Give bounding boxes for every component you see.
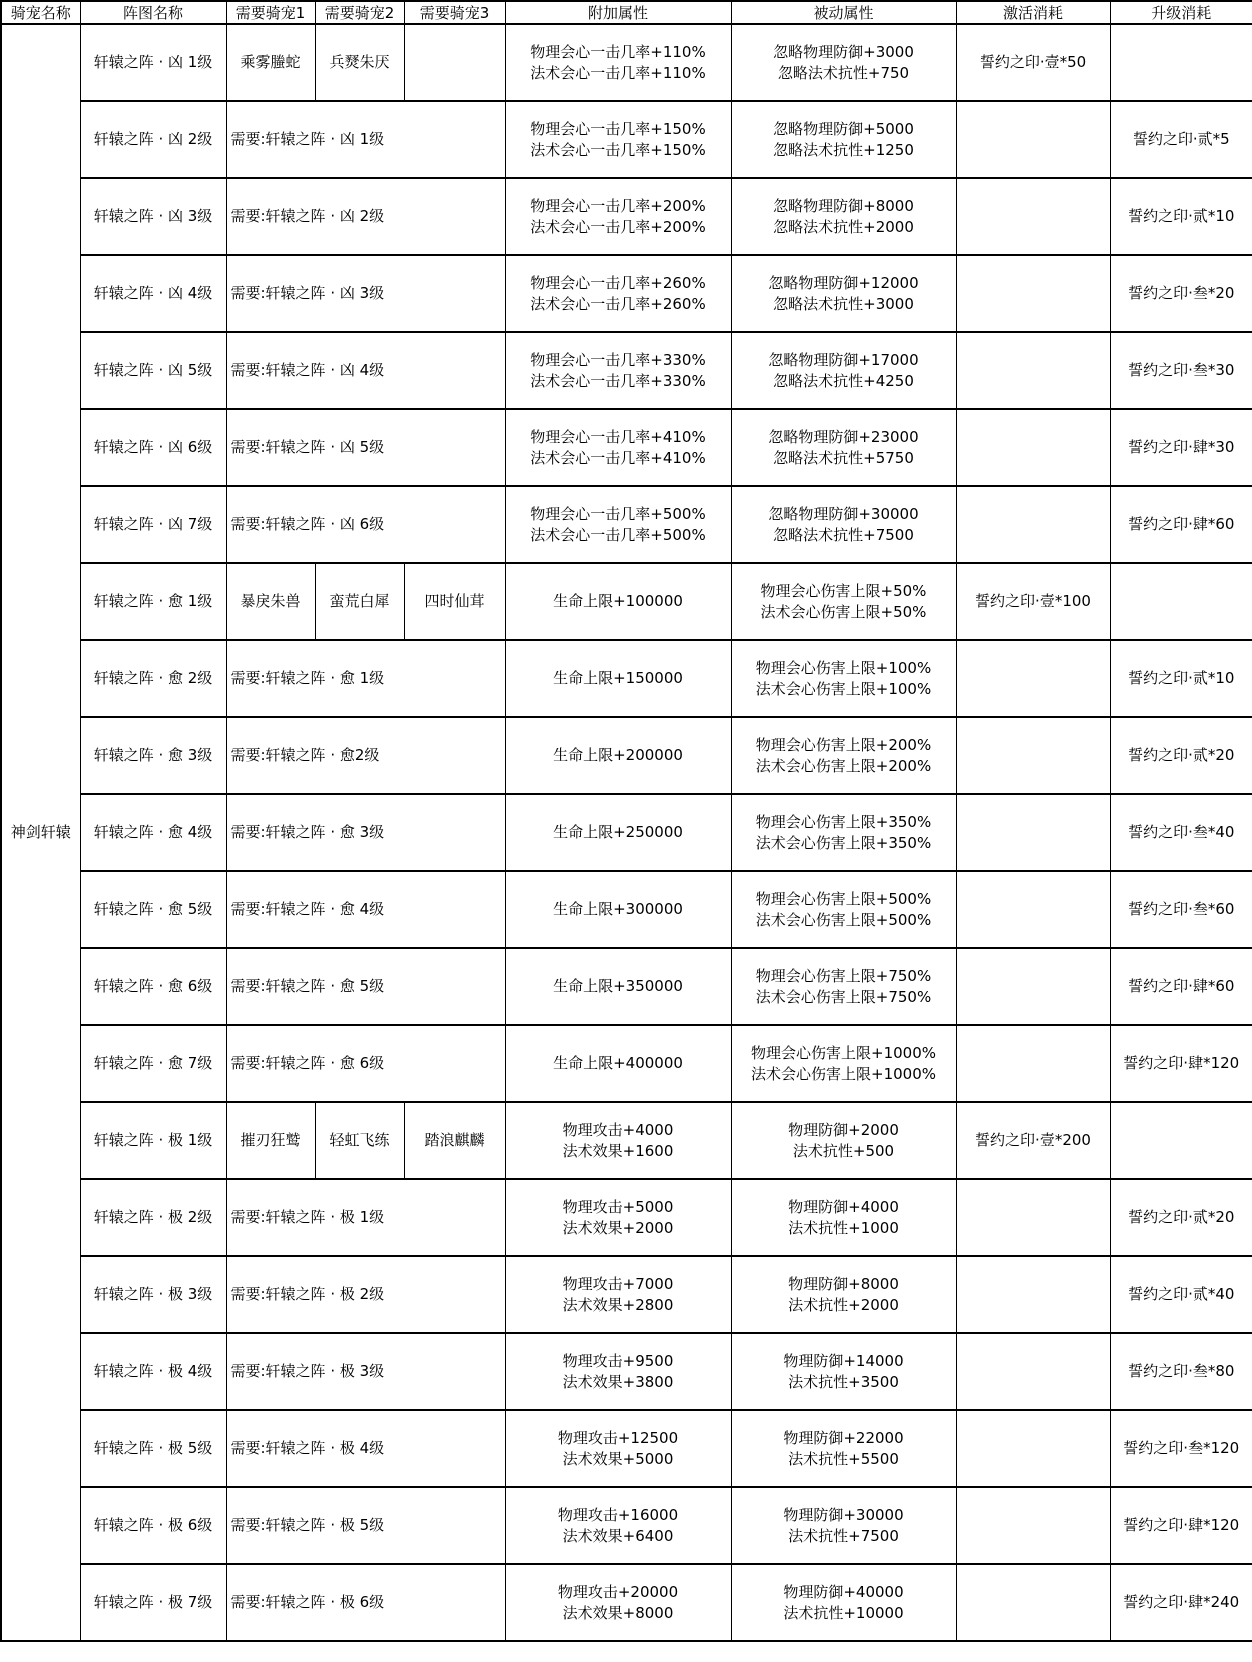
activation-cost <box>956 101 1110 178</box>
passive-attributes-line: 忽略物理防御+12000 <box>768 273 919 292</box>
formation-name: 轩辕之阵 · 极 3级 <box>80 1256 226 1333</box>
activation-cost <box>956 640 1110 717</box>
upgrade-cost <box>1110 24 1252 101</box>
upgrade-cost: 誓约之印·肆*30 <box>1110 409 1252 486</box>
table-row <box>1 1564 1252 1641</box>
bonus-attributes <box>505 1564 731 1641</box>
table-row <box>1 1025 1252 1102</box>
bonus-attributes-line: 物理会心一击几率+150% <box>530 119 706 138</box>
bonus-attributes-line: 物理会心一击几率+260% <box>530 273 706 292</box>
bonus-attributes-line: 生命上限+400000 <box>553 1054 683 1072</box>
passive-attributes-line: 物理会心伤害上限+500% <box>755 889 932 908</box>
table-row <box>1 255 1252 332</box>
passive-attributes-line: 忽略物理防御+8000 <box>773 196 914 215</box>
passive-attributes-line: 物理会心伤害上限+750% <box>755 966 932 985</box>
passive-attributes-line: 忽略物理防御+23000 <box>768 427 919 446</box>
upgrade-cost: 誓约之印·贰*10 <box>1110 178 1252 255</box>
required-formation: 需要:轩辕之阵 · 极 2级 <box>226 1256 505 1333</box>
bonus-attributes <box>505 255 731 332</box>
required-pet-2: 轻虹飞练 <box>315 1102 404 1179</box>
required-formation: 需要:轩辕之阵 · 凶 4级 <box>226 332 505 409</box>
upgrade-cost: 誓约之印·肆*60 <box>1110 948 1252 1025</box>
passive-attributes <box>731 1179 956 1256</box>
bonus-attributes-line: 法术效果+1600 <box>562 1141 674 1160</box>
bonus-attributes-line: 法术效果+2000 <box>562 1218 674 1237</box>
passive-attributes <box>731 486 956 563</box>
table-row <box>1 409 1252 486</box>
upgrade-cost: 誓约之印·肆*120 <box>1110 1487 1252 1564</box>
required-formation: 需要:轩辕之阵 · 极 6级 <box>226 1564 505 1641</box>
passive-attributes-line: 法术抗性+7500 <box>788 1526 899 1545</box>
passive-attributes-line: 忽略物理防御+30000 <box>768 504 919 523</box>
activation-cost <box>956 794 1110 871</box>
required-pet-1: 暴戾朱兽 <box>226 563 315 640</box>
header-passive-attributes: 被动属性 <box>731 1 956 24</box>
activation-cost <box>956 1256 1110 1333</box>
passive-attributes-line: 法术抗性+1000 <box>788 1218 899 1237</box>
activation-cost <box>956 178 1110 255</box>
bonus-attributes <box>505 640 731 717</box>
bonus-attributes <box>505 178 731 255</box>
bonus-attributes <box>505 1179 731 1256</box>
passive-attributes-line: 忽略法术抗性+2000 <box>773 217 914 236</box>
passive-attributes-line: 忽略法术抗性+3000 <box>773 294 914 313</box>
bonus-attributes <box>505 409 731 486</box>
required-formation: 需要:轩辕之阵 · 愈 4级 <box>226 871 505 948</box>
required-pet-1: 摧刃狂鹫 <box>226 1102 315 1179</box>
bonus-attributes-line: 法术会心一击几率+200% <box>530 217 706 236</box>
activation-cost <box>956 948 1110 1025</box>
formation-name: 轩辕之阵 · 愈 3级 <box>80 717 226 794</box>
passive-attributes <box>731 178 956 255</box>
passive-attributes <box>731 101 956 178</box>
formation-name: 轩辕之阵 · 愈 1级 <box>80 563 226 640</box>
required-pet-2: 蛮荒白犀 <box>315 563 404 640</box>
upgrade-cost: 誓约之印·叁*60 <box>1110 871 1252 948</box>
required-formation: 需要:轩辕之阵 · 愈 1级 <box>226 640 505 717</box>
header-upgrade-cost: 升级消耗 <box>1110 1 1252 24</box>
bonus-attributes-line: 物理攻击+20000 <box>557 1582 679 1601</box>
bonus-attributes-line: 法术效果+5000 <box>562 1449 674 1468</box>
passive-attributes <box>731 871 956 948</box>
formation-name: 轩辕之阵 · 凶 1级 <box>80 24 226 101</box>
passive-attributes <box>731 1410 956 1487</box>
formation-name: 轩辕之阵 · 愈 5级 <box>80 871 226 948</box>
required-pet-3: 四时仙茸 <box>404 563 505 640</box>
table-row <box>1 717 1252 794</box>
bonus-attributes <box>505 1025 731 1102</box>
activation-cost: 誓约之印·壹*100 <box>956 563 1110 640</box>
passive-attributes-line: 物理防御+40000 <box>783 1582 904 1601</box>
passive-attributes-line: 忽略法术抗性+750 <box>777 63 910 82</box>
bonus-attributes-line: 物理攻击+7000 <box>562 1274 674 1293</box>
required-pet-2: 兵燹朱厌 <box>315 24 404 101</box>
activation-cost <box>956 486 1110 563</box>
upgrade-cost: 誓约之印·肆*240 <box>1110 1564 1252 1641</box>
bonus-attributes-line: 法术效果+2800 <box>562 1295 674 1314</box>
passive-attributes <box>731 948 956 1025</box>
bonus-attributes-line: 法术效果+8000 <box>562 1603 674 1622</box>
passive-attributes-line: 法术会心伤害上限+200% <box>755 756 932 775</box>
upgrade-cost: 誓约之印·贰*10 <box>1110 640 1252 717</box>
activation-cost <box>956 332 1110 409</box>
passive-attributes-line: 物理防御+14000 <box>783 1351 904 1370</box>
upgrade-cost <box>1110 1102 1252 1179</box>
activation-cost <box>956 717 1110 794</box>
bonus-attributes-line: 法术会心一击几率+500% <box>530 525 706 544</box>
passive-attributes-line: 忽略物理防御+5000 <box>773 119 914 138</box>
passive-attributes-line: 法术会心伤害上限+1000% <box>751 1064 936 1083</box>
bonus-attributes <box>505 794 731 871</box>
formation-name: 轩辕之阵 · 极 2级 <box>80 1179 226 1256</box>
passive-attributes-line: 法术会心伤害上限+750% <box>755 987 932 1006</box>
header-required-pet-2: 需要骑宠2 <box>315 1 404 24</box>
passive-attributes <box>731 717 956 794</box>
passive-attributes-line: 物理防御+2000 <box>788 1120 899 1139</box>
required-formation: 需要:轩辕之阵 · 极 4级 <box>226 1410 505 1487</box>
activation-cost <box>956 1564 1110 1641</box>
passive-attributes-line: 忽略物理防御+3000 <box>773 42 914 61</box>
formation-name: 轩辕之阵 · 极 6级 <box>80 1487 226 1564</box>
upgrade-cost: 誓约之印·叁*80 <box>1110 1333 1252 1410</box>
passive-attributes-line: 法术会心伤害上限+50% <box>760 602 927 621</box>
passive-attributes-line: 忽略法术抗性+1250 <box>773 140 914 159</box>
required-formation: 需要:轩辕之阵 · 愈 6级 <box>226 1025 505 1102</box>
bonus-attributes-line: 法术效果+6400 <box>562 1526 674 1545</box>
required-formation: 需要:轩辕之阵 · 凶 6级 <box>226 486 505 563</box>
passive-attributes-line: 法术抗性+10000 <box>783 1603 904 1622</box>
activation-cost: 誓约之印·壹*50 <box>956 24 1110 101</box>
header-activation-cost: 激活消耗 <box>956 1 1110 24</box>
bonus-attributes-line: 物理会心一击几率+500% <box>530 504 706 523</box>
activation-cost <box>956 1025 1110 1102</box>
passive-attributes <box>731 409 956 486</box>
upgrade-cost: 誓约之印·叁*20 <box>1110 255 1252 332</box>
required-formation: 需要:轩辕之阵 · 极 3级 <box>226 1333 505 1410</box>
formation-name: 轩辕之阵 · 极 4级 <box>80 1333 226 1410</box>
passive-attributes-line: 物理会心伤害上限+1000% <box>751 1043 936 1062</box>
upgrade-cost: 誓约之印·叁*120 <box>1110 1410 1252 1487</box>
passive-attributes-line: 物理会心伤害上限+100% <box>755 658 932 677</box>
bonus-attributes <box>505 332 731 409</box>
upgrade-cost: 誓约之印·贰*20 <box>1110 717 1252 794</box>
bonus-attributes-line: 生命上限+250000 <box>553 823 683 841</box>
passive-attributes-line: 法术会心伤害上限+350% <box>755 833 932 852</box>
upgrade-cost: 誓约之印·贰*40 <box>1110 1256 1252 1333</box>
activation-cost <box>956 409 1110 486</box>
bonus-attributes <box>505 101 731 178</box>
activation-cost: 誓约之印·壹*200 <box>956 1102 1110 1179</box>
bonus-attributes-line: 生命上限+300000 <box>553 900 683 918</box>
passive-attributes-line: 忽略法术抗性+7500 <box>773 525 914 544</box>
formation-name: 轩辕之阵 · 极 7级 <box>80 1564 226 1641</box>
passive-attributes-line: 物理防御+4000 <box>788 1197 899 1216</box>
passive-attributes <box>731 563 956 640</box>
passive-attributes-line: 物理会心伤害上限+350% <box>755 812 932 831</box>
passive-attributes-line: 物理防御+8000 <box>788 1274 899 1293</box>
required-formation: 需要:轩辕之阵 · 凶 5级 <box>226 409 505 486</box>
mount-name-cell: 神剑轩辕 <box>1 24 80 1641</box>
passive-attributes-line: 物理防御+22000 <box>783 1428 904 1447</box>
bonus-attributes <box>505 1256 731 1333</box>
passive-attributes-line: 法术会心伤害上限+500% <box>755 910 932 929</box>
passive-attributes-line: 忽略物理防御+17000 <box>768 350 919 369</box>
formation-name: 轩辕之阵 · 极 5级 <box>80 1410 226 1487</box>
formation-name: 轩辕之阵 · 凶 7级 <box>80 486 226 563</box>
activation-cost <box>956 255 1110 332</box>
bonus-attributes-line: 物理会心一击几率+200% <box>530 196 706 215</box>
table-row <box>1 794 1252 871</box>
bonus-attributes-line: 法术会心一击几率+330% <box>530 371 706 390</box>
passive-attributes <box>731 1025 956 1102</box>
table-row <box>1 1256 1252 1333</box>
header-required-pet-3: 需要骑宠3 <box>404 1 505 24</box>
bonus-attributes-line: 物理会心一击几率+330% <box>530 350 706 369</box>
bonus-attributes-line: 物理攻击+5000 <box>562 1197 674 1216</box>
required-pet-1: 乘雾螣蛇 <box>226 24 315 101</box>
bonus-attributes <box>505 563 731 640</box>
upgrade-cost: 誓约之印·叁*40 <box>1110 794 1252 871</box>
upgrade-cost: 誓约之印·叁*30 <box>1110 332 1252 409</box>
bonus-attributes-line: 物理会心一击几率+410% <box>530 427 706 446</box>
bonus-attributes <box>505 871 731 948</box>
passive-attributes <box>731 1256 956 1333</box>
formation-name: 轩辕之阵 · 极 1级 <box>80 1102 226 1179</box>
table-row <box>1 332 1252 409</box>
upgrade-cost: 誓约之印·贰*5 <box>1110 101 1252 178</box>
passive-attributes-line: 法术抗性+3500 <box>788 1372 899 1391</box>
bonus-attributes <box>505 486 731 563</box>
passive-attributes-line: 物理防御+30000 <box>783 1505 904 1524</box>
required-formation: 需要:轩辕之阵 · 凶 2级 <box>226 178 505 255</box>
passive-attributes-line: 法术抗性+2000 <box>788 1295 899 1314</box>
bonus-attributes-line: 生命上限+100000 <box>553 592 683 610</box>
upgrade-cost: 誓约之印·肆*120 <box>1110 1025 1252 1102</box>
table-row <box>1 871 1252 948</box>
passive-attributes <box>731 24 956 101</box>
bonus-attributes-line: 法术会心一击几率+410% <box>530 448 706 467</box>
table-row <box>1 24 1252 101</box>
bonus-attributes-line: 物理攻击+9500 <box>562 1351 674 1370</box>
bonus-attributes-line: 物理攻击+12500 <box>557 1428 679 1447</box>
table-body <box>1 24 1252 1641</box>
passive-attributes <box>731 255 956 332</box>
passive-attributes <box>731 1564 956 1641</box>
required-formation: 需要:轩辕之阵 · 愈 5级 <box>226 948 505 1025</box>
header-formation-name: 阵图名称 <box>80 1 226 24</box>
bonus-attributes-line: 法术会心一击几率+150% <box>530 140 706 159</box>
passive-attributes <box>731 794 956 871</box>
formation-name: 轩辕之阵 · 凶 4级 <box>80 255 226 332</box>
header-row <box>1 1 1252 24</box>
activation-cost <box>956 1179 1110 1256</box>
table-row <box>1 1410 1252 1487</box>
formation-name: 轩辕之阵 · 凶 2级 <box>80 101 226 178</box>
required-pet-3: 踏浪麒麟 <box>404 1102 505 1179</box>
required-formation: 需要:轩辕之阵 · 凶 3级 <box>226 255 505 332</box>
bonus-attributes-line: 法术会心一击几率+260% <box>530 294 706 313</box>
formation-name: 轩辕之阵 · 凶 3级 <box>80 178 226 255</box>
bonus-attributes-line: 法术会心一击几率+110% <box>530 63 706 82</box>
bonus-attributes-line: 法术效果+3800 <box>562 1372 674 1391</box>
table-row <box>1 1102 1252 1179</box>
passive-attributes-line: 物理会心伤害上限+200% <box>755 735 932 754</box>
activation-cost <box>956 1333 1110 1410</box>
required-pet-3 <box>404 24 505 101</box>
passive-attributes-line: 法术抗性+500 <box>792 1141 895 1160</box>
table-row <box>1 486 1252 563</box>
formation-name: 轩辕之阵 · 凶 5级 <box>80 332 226 409</box>
bonus-attributes <box>505 717 731 794</box>
header-required-pet-1: 需要骑宠1 <box>226 1 315 24</box>
bonus-attributes <box>505 1102 731 1179</box>
bonus-attributes-line: 生命上限+200000 <box>553 746 683 764</box>
header-bonus-attributes: 附加属性 <box>505 1 731 24</box>
passive-attributes-line: 忽略法术抗性+5750 <box>773 448 914 467</box>
bonus-attributes-line: 生命上限+350000 <box>553 977 683 995</box>
activation-cost <box>956 871 1110 948</box>
formation-name: 轩辕之阵 · 凶 6级 <box>80 409 226 486</box>
bonus-attributes-line: 物理攻击+4000 <box>562 1120 674 1139</box>
required-formation: 需要:轩辕之阵 · 极 1级 <box>226 1179 505 1256</box>
required-formation: 需要:轩辕之阵 · 愈2级 <box>226 717 505 794</box>
required-formation: 需要:轩辕之阵 · 极 5级 <box>226 1487 505 1564</box>
bonus-attributes <box>505 24 731 101</box>
formation-name: 轩辕之阵 · 愈 2级 <box>80 640 226 717</box>
passive-attributes <box>731 1487 956 1564</box>
bonus-attributes <box>505 1410 731 1487</box>
table-row <box>1 178 1252 255</box>
passive-attributes-line: 物理会心伤害上限+50% <box>760 581 927 600</box>
activation-cost <box>956 1410 1110 1487</box>
bonus-attributes <box>505 1333 731 1410</box>
passive-attributes-line: 法术会心伤害上限+100% <box>755 679 932 698</box>
bonus-attributes <box>505 948 731 1025</box>
table-row <box>1 101 1252 178</box>
passive-attributes <box>731 332 956 409</box>
bonus-attributes-line: 物理攻击+16000 <box>557 1505 679 1524</box>
table-row <box>1 563 1252 640</box>
bonus-attributes-line: 物理会心一击几率+110% <box>530 42 706 61</box>
passive-attributes-line: 法术抗性+5500 <box>788 1449 899 1468</box>
upgrade-cost: 誓约之印·肆*60 <box>1110 486 1252 563</box>
formation-name: 轩辕之阵 · 愈 4级 <box>80 794 226 871</box>
upgrade-cost <box>1110 563 1252 640</box>
passive-attributes-line: 忽略法术抗性+4250 <box>773 371 914 390</box>
bonus-attributes-line: 生命上限+150000 <box>553 669 683 687</box>
table-row <box>1 1179 1252 1256</box>
table-row <box>1 1333 1252 1410</box>
formation-name: 轩辕之阵 · 愈 6级 <box>80 948 226 1025</box>
upgrade-cost: 誓约之印·贰*20 <box>1110 1179 1252 1256</box>
bonus-attributes <box>505 1487 731 1564</box>
table-row <box>1 1487 1252 1564</box>
table-row <box>1 948 1252 1025</box>
passive-attributes <box>731 1102 956 1179</box>
required-formation: 需要:轩辕之阵 · 愈 3级 <box>226 794 505 871</box>
table-row <box>1 640 1252 717</box>
header-mount-name: 骑宠名称 <box>1 1 80 24</box>
activation-cost <box>956 1487 1110 1564</box>
passive-attributes <box>731 640 956 717</box>
formation-name: 轩辕之阵 · 愈 7级 <box>80 1025 226 1102</box>
passive-attributes <box>731 1333 956 1410</box>
required-formation: 需要:轩辕之阵 · 凶 1级 <box>226 101 505 178</box>
